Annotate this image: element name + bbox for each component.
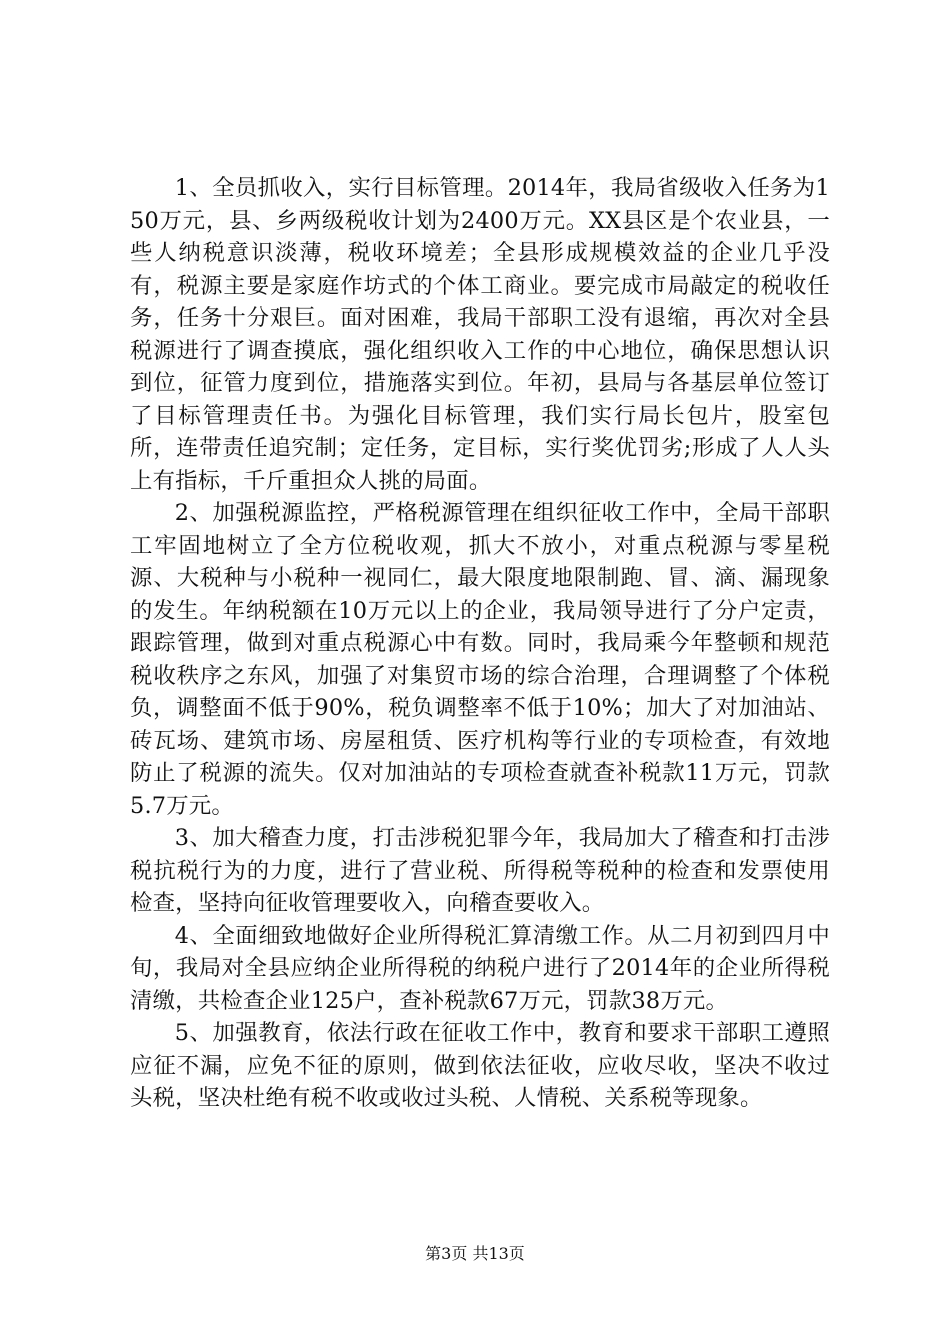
paragraph-2: 2、加强税源监控，严格税源管理在组织征收工作中，全局干部职工牢固地树立了全方位税收观，抓大不放小，对重点税源与零星税源、大税种与小税种一视同仁，最大限度地限制跑、冒、滴、漏现象的发生。年纳税额在10万元以上的企业，我局领导进行了分户定责，跟踪管理，做到对重点税源心中有数。同时，我局乘今年整顿和规范税收秩序之东风，加强了对集贸市场的综合治理，合理调整了个体税负，调整面不低于90%，税负调整率不低于10%；加大了对加油站、砖瓦场、建筑市场、房屋租赁、医疗机构等行业的专项检查，有效地防止了税源的流失。仅对加油站的专项检查就查补税款11万元，罚款5.7万元。 xyxy=(130,500,830,819)
paragraph-3: 3、加大稽查力度，打击涉税犯罪今年，我局加大了稽查和打击涉税抗税行为的力度，进行了营业税、所得税等税种的检查和发票使用检查，坚持向征收管理要收入，向稽查要收入。 xyxy=(130,825,830,916)
paragraph-4: 4、全面细致地做好企业所得税汇算清缴工作。从二月初到四月中旬，我局对全县应纳企业所得税的纳税户进行了2014年的企业所得税清缴，共检查企业125户，查补税款67万元，罚款38万元。 xyxy=(130,922,830,1014)
document-body xyxy=(130,172,830,1115)
page-number-footer: 第3页 共13页 xyxy=(425,1244,525,1263)
paragraph-5: 5、加强教育，依法行政在征收工作中，教育和要求干部职工遵照应征不漏，应免不征的原则，做到依法征收，应收尽收，坚决不收过头税，坚决杜绝有税不收或收过头税、人情税、关系税等现象。 xyxy=(130,1020,830,1111)
paragraph-1: 1、全员抓收入，实行目标管理。2014年，我局省级收入任务为150万元，县、乡两级税收计划为2400万元。XX县区是个农业县，一些人纳税意识淡薄，税收环境差；全县形成规模效益的企业几乎没有，税源主要是家庭作坊式的个体工商业。要完成市局敲定的税收任务，任务十分艰巨。面对困难，我局干部职工没有退缩，再次对全县税源进行了调查摸底，强化组织收入工作的中心地位，确保思想认识到位，征管力度到位，措施落实到位。年初，县局与各基层单位签订了目标管理责任书。为强化目标管理，我们实行局长包片，股室包所，连带责任追究制；定任务，定目标，实行奖优罚劣;形成了人人头上有指标，千斤重担众人挑的局面。 xyxy=(130,175,830,494)
